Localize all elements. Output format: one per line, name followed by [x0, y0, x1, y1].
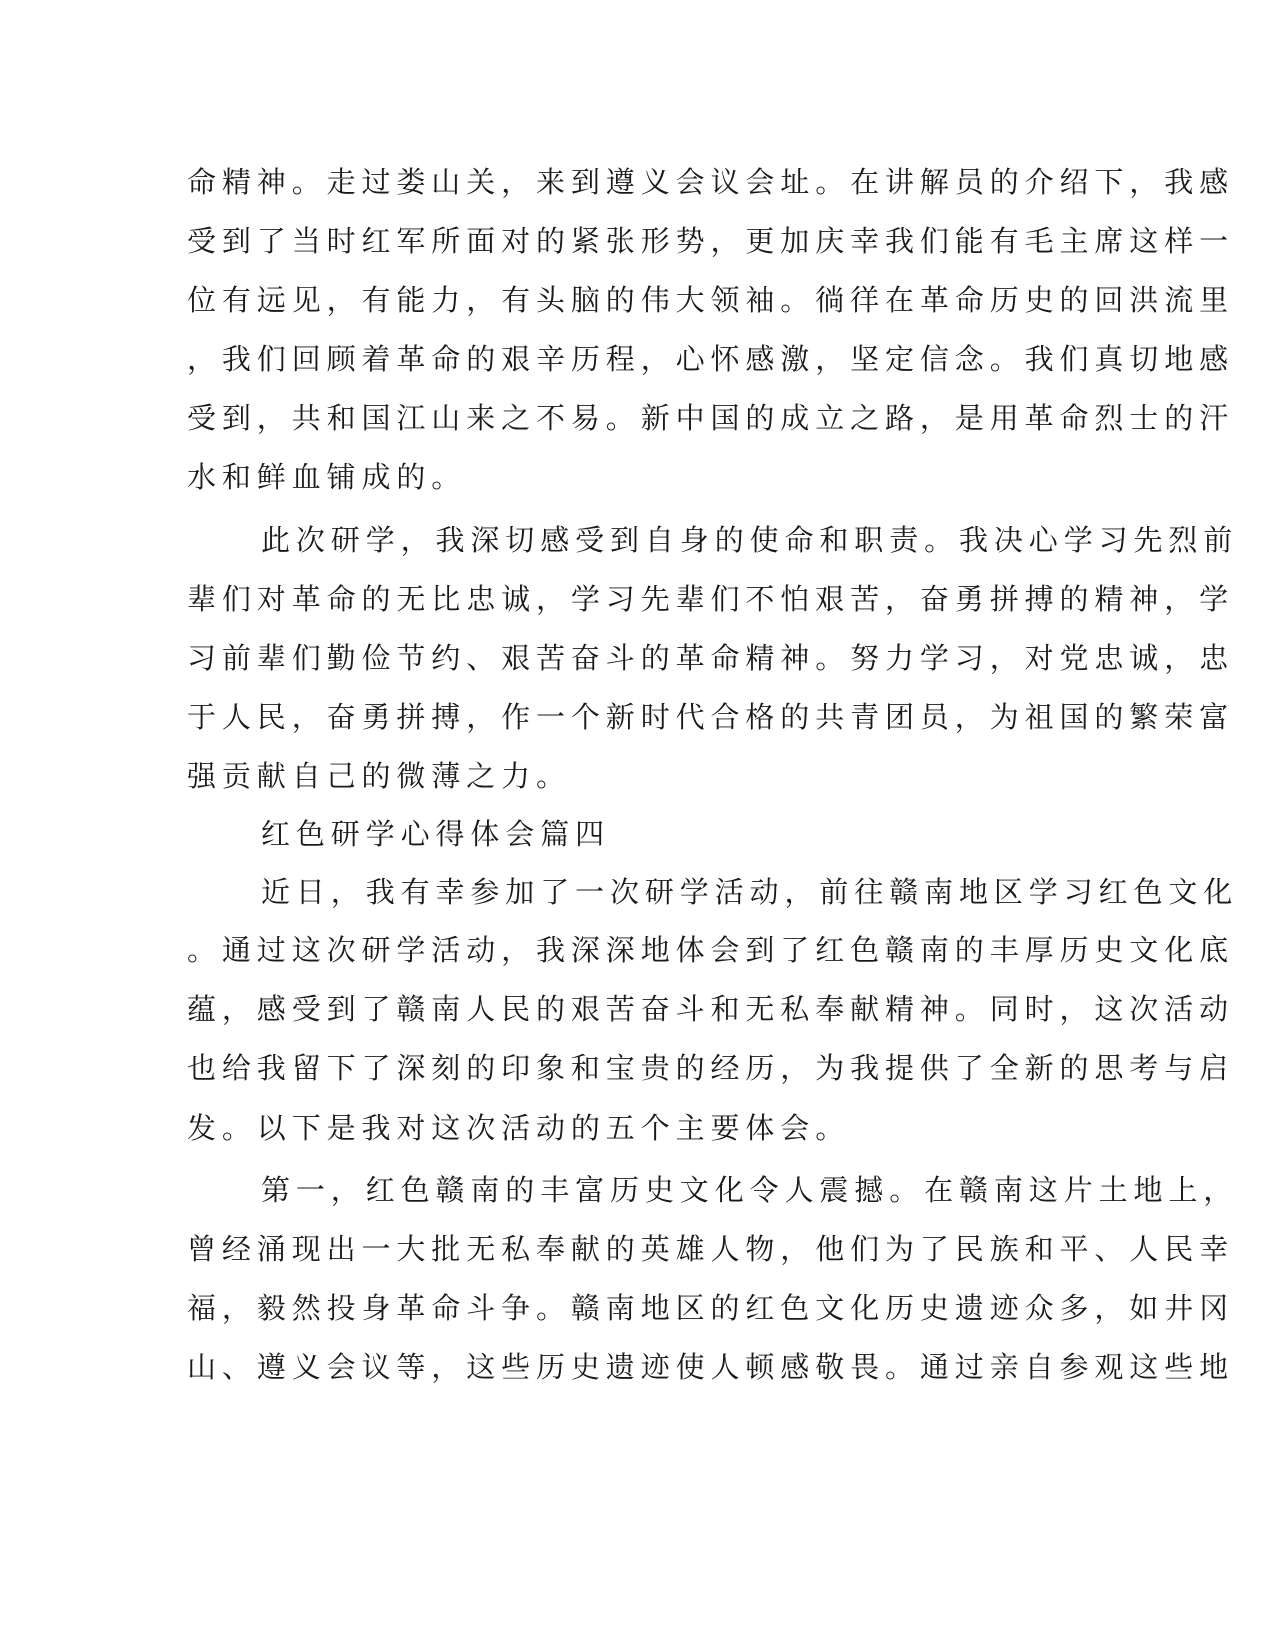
text-line: 也给我留下了深刻的印象和宝贵的经历，为我提供了全新的思考与启	[187, 1051, 1235, 1085]
text-line: 命精神。走过娄山关，来到遵义会议会址。在讲解员的介绍下，我感	[187, 165, 1235, 199]
text-line: 曾经涌现出一大批无私奉献的英雄人物，他们为了民族和平、人民幸	[187, 1232, 1235, 1266]
text-line: 于人民，奋勇拼搏，作一个新时代合格的共青团员，为祖国的繁荣富	[187, 700, 1235, 734]
text-line: 水和鲜血铺成的。	[187, 460, 467, 494]
text-line: 福，毅然投身革命斗争。赣南地区的红色文化历史遗迹众多，如井冈	[187, 1291, 1235, 1325]
text-line: 辈们对革命的无比忠诚，学习先辈们不怕艰苦，奋勇拼搏的精神，学	[187, 582, 1235, 616]
text-line: 。通过这次研学活动，我深深地体会到了红色赣南的丰厚历史文化底	[187, 933, 1235, 967]
text-line: 受到，共和国江山来之不易。新中国的成立之路，是用革命烈士的汗	[187, 401, 1235, 435]
text-line: ，我们回顾着革命的艰辛历程，心怀感激，坚定信念。我们真切地感	[187, 342, 1235, 376]
text-line: 近日，我有幸参加了一次研学活动，前往赣南地区学习红色文化	[261, 875, 1239, 909]
text-line: 此次研学，我深切感受到自身的使命和职责。我决心学习先烈前	[261, 523, 1239, 557]
text-line: 山、遵义会议等，这些历史遗迹使人顿感敬畏。通过亲自参观这些地	[187, 1350, 1235, 1384]
text-line: 第一，红色赣南的丰富历史文化令人震撼。在赣南这片土地上，	[261, 1173, 1239, 1207]
section-heading: 红色研学心得体会篇四	[261, 817, 611, 851]
text-line: 位有远见，有能力，有头脑的伟大领袖。徜徉在革命历史的回洪流里	[187, 283, 1235, 317]
text-line: 发。以下是我对这次活动的五个主要体会。	[187, 1111, 851, 1145]
text-line: 习前辈们勤俭节约、艰苦奋斗的革命精神。努力学习，对党忠诚，忠	[187, 641, 1235, 675]
text-line: 蕴，感受到了赣南人民的艰苦奋斗和无私奉献精神。同时，这次活动	[187, 992, 1235, 1026]
text-line: 强贡献自己的微薄之力。	[187, 759, 571, 793]
text-line: 受到了当时红军所面对的紧张形势，更加庆幸我们能有毛主席这样一	[187, 224, 1235, 258]
